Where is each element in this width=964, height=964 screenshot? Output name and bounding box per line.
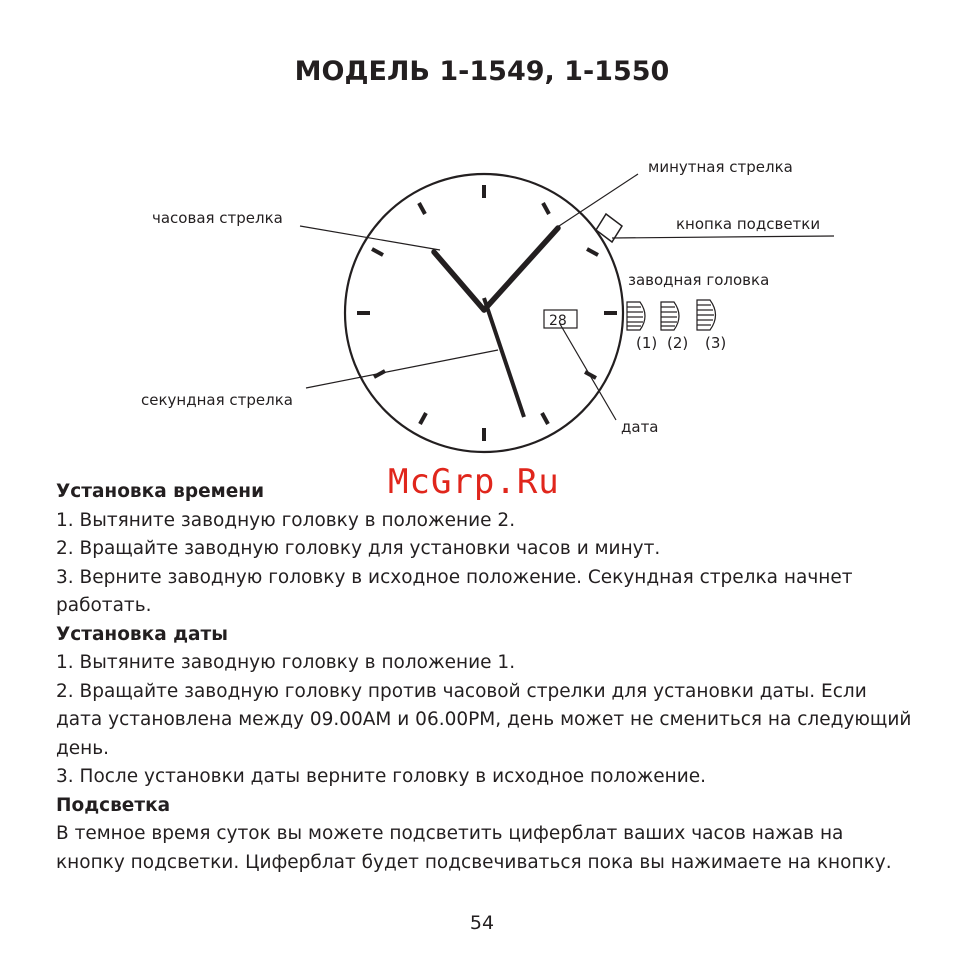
time-step-1: 1. Вытяните заводную головку в положение 2.	[56, 509, 516, 531]
leader-lines	[300, 174, 834, 420]
crown-position-1	[627, 302, 645, 330]
hour-hand	[434, 252, 484, 310]
instructions	[56, 478, 916, 877]
hour-hand-label: часовая стрелка	[152, 209, 283, 227]
section-heading-light: Подсветка	[56, 794, 171, 816]
marker-11	[419, 203, 425, 214]
date-step-2: 2. Вращайте заводную головку против часовой стрелки для установки даты. Если дата установлена между 09.00AM и 06.00PM, день может не смениться на следующий день.	[56, 680, 912, 759]
hour-hand-leader	[300, 226, 440, 250]
watch-diagram	[0, 140, 964, 460]
light-button-label: кнопка подсветки	[676, 215, 821, 233]
marker-2	[587, 249, 598, 255]
second-hand-label: секундная стрелка	[141, 391, 293, 409]
minute-hand-leader	[556, 174, 638, 228]
second-hand	[484, 298, 524, 417]
watch-face	[345, 174, 623, 452]
marker-1	[543, 203, 549, 214]
second-hand-leader	[306, 350, 498, 388]
section-heading-time: Установка времени	[56, 481, 265, 502]
date-step-1: 1. Вытяните заводную головку в положение 1.	[56, 652, 516, 673]
date-value: 28	[549, 313, 567, 329]
date-step-3: 3. После установки даты верните головку в исходное положение.	[56, 766, 707, 787]
minute-hand-label: минутная стрелка	[648, 158, 793, 176]
date-label: дата	[621, 418, 659, 436]
page-number: 54	[469, 912, 495, 934]
marker-10	[372, 249, 383, 255]
section-heading-date: Установка даты	[56, 623, 228, 645]
watermark: McGrp.Ru	[388, 462, 560, 502]
crown-position-2	[661, 302, 679, 330]
light-text: В темное время суток вы можете подсветить циферблат ваших часов нажав на кнопку подсветки. Циферблат будет подсвечиваться пока вы нажимаете на кнопку.	[56, 823, 892, 873]
crown-position-3-label: (3)	[705, 334, 727, 352]
crown-label: заводная головка	[628, 271, 770, 289]
crown-positions	[627, 300, 716, 330]
light-button-leader	[612, 236, 834, 238]
crown-position-3	[697, 300, 716, 330]
time-step-3: 3. Верните заводную головку в исходное положение. Секундная стрелка начнет работать.	[56, 566, 853, 616]
marker-7	[420, 413, 426, 424]
time-step-2: 2. Вращайте заводную головку для установки часов и минут.	[56, 538, 661, 559]
marker-5	[542, 413, 548, 424]
crown-position-1-label: (1)	[636, 334, 658, 352]
page-title: МОДЕЛЬ 1-1549, 1-1550	[294, 56, 670, 87]
minute-hand	[484, 228, 558, 310]
crown-position-2-label: (2)	[667, 334, 689, 352]
